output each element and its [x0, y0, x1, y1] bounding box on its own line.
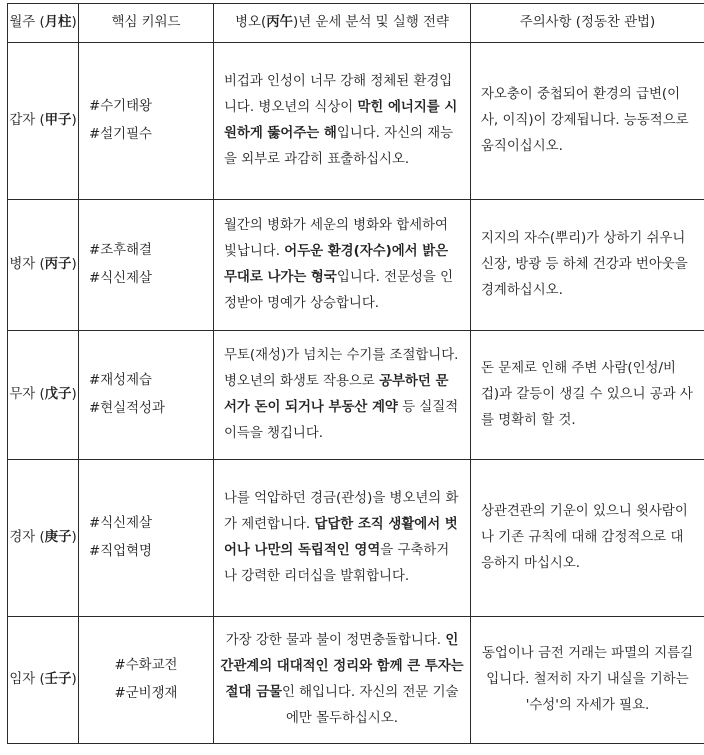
- row-strategy: 비겁과 인성이 너무 강해 정체된 환경입니다. 병오년의 식상이 막힌 에너지를 시원하게 뚫어주는 해입니다. 자신의 재능을 외부로 과감히 표출하십시오.: [214, 43, 471, 200]
- header-caution: 주의사항 (정동찬 관법): [471, 4, 704, 43]
- row-strategy: 가장 강한 물과 불이 정면충돌합니다. 인간관계의 대대적인 정리와 함께 큰 투자는 절대 금물인 해입니다. 자신의 전문 기술에만 몰두하십시오.: [214, 617, 471, 744]
- keyword: #식신제살: [89, 516, 152, 531]
- row-strategy: 나를 억압하던 경금(관성)을 병오년의 화가 제련합니다. 답답한 조직 생활에서 벗어나 나만의 독립적인 영역을 구축하거나 강력한 리더십을 발휘합니다.: [214, 460, 471, 617]
- keyword: #설기필수: [89, 127, 152, 142]
- header-wolju: 월주 (月柱): [8, 4, 79, 43]
- row-keywords: [79, 617, 214, 744]
- row-caution: 자오충이 중첩되어 환경의 급변(이사, 이직)이 강제됩니다. 능동적으로 움직이십시오.: [471, 43, 704, 200]
- keyword: #식신제살: [89, 271, 152, 286]
- row-caution: 돈 문제로 인해 주변 사람(인성/비겁)과 갈등이 생길 수 있으니 공과 사를 명확히 할 것.: [471, 331, 704, 460]
- keyword: #수화교전: [114, 658, 178, 673]
- row-caution: 상관견관의 기운이 있으니 윗사람이나 기존 규칙에 대해 감정적으로 대응하지 마십시오.: [471, 460, 704, 617]
- row-caution: 지지의 자수(뿌리)가 상하기 쉬우니 신장, 방광 등 하체 건강과 번아웃을 경계하십시오.: [471, 200, 704, 331]
- row-keywords: [79, 460, 214, 617]
- row-name: 병자 (丙子): [8, 200, 79, 331]
- keyword: #수기태왕: [89, 99, 152, 114]
- row-name: 갑자 (甲子): [8, 43, 79, 200]
- header-keyword: 핵심 키워드: [79, 4, 214, 43]
- header-strategy: 병오(丙午)년 운세 분석 및 실행 전략: [214, 4, 471, 43]
- fortune-table: [7, 3, 704, 744]
- table-row: [8, 460, 704, 617]
- row-strategy: 무토(재성)가 넘치는 수기를 조절합니다. 병오년의 화생토 작용으로 공부하던 문서가 돈이 되거나 부동산 계약 등 실질적 이득을 챙깁니다.: [214, 331, 471, 460]
- row-keywords: [79, 43, 214, 200]
- row-name: 임자 (壬子): [8, 617, 79, 744]
- keyword: #군비쟁재: [114, 686, 178, 701]
- row-keywords: [79, 200, 214, 331]
- table-header-row: [8, 4, 704, 43]
- table-row: [8, 331, 704, 460]
- row-name: 무자 (戊子): [8, 331, 79, 460]
- keyword: #재성제습: [89, 373, 152, 388]
- row-caution: 동업이나 금전 거래는 파멸의 지름길입니다. 철저히 자기 내실을 기하는 '수성'의 자세가 필요.: [471, 617, 704, 744]
- table-row: [8, 43, 704, 200]
- keyword: #직업혁명: [89, 544, 152, 559]
- keyword: #현실적성과: [89, 401, 165, 416]
- row-keywords: [79, 331, 214, 460]
- row-name: 경자 (庚子): [8, 460, 79, 617]
- keyword: #조후해결: [89, 243, 152, 258]
- table-row: [8, 617, 704, 744]
- table-row: [8, 200, 704, 331]
- row-strategy: 월간의 병화가 세운의 병화와 합세하여 빛납니다. 어두운 환경(자수)에서 밝은 무대로 나가는 형국입니다. 전문성을 인정받아 명예가 상승합니다.: [214, 200, 471, 331]
